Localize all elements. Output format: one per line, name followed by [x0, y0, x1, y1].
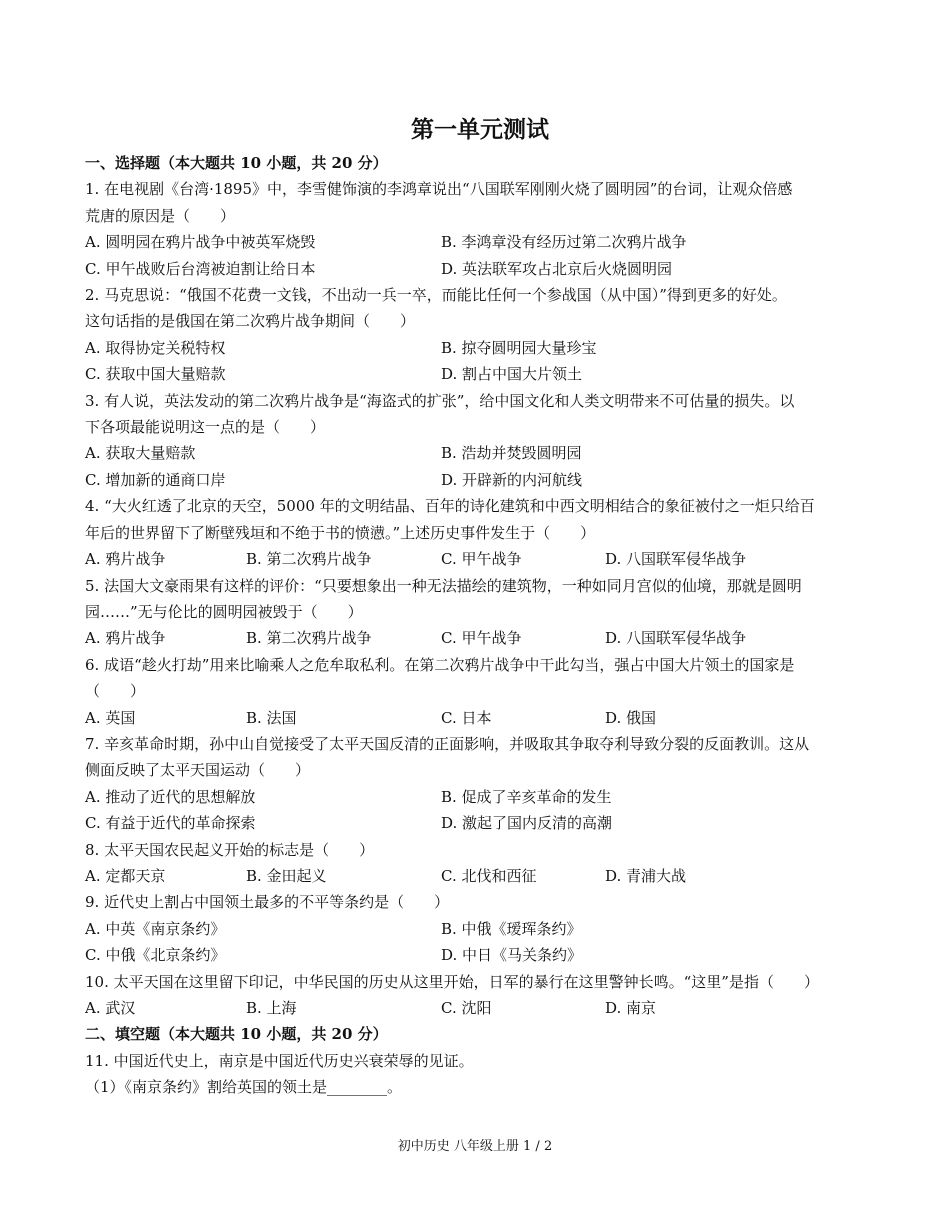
page-footer: 初中历史 八年级上册 1 / 2	[397, 1139, 553, 1154]
option-c: C. 获取中国大量赔款	[85, 365, 226, 384]
option-d: D. 八国联军侵华战争	[605, 629, 747, 648]
question-stem-line: 年后的世界留下了断壁残垣和不绝于书的愤懑。”上述历史事件发生于（ ）	[85, 523, 596, 542]
option-row	[85, 942, 875, 968]
option-d: D. 中日《马关条约》	[441, 946, 583, 965]
option-row	[85, 546, 875, 572]
option-row	[85, 361, 875, 387]
option-c: C. 增加新的通商口岸	[85, 470, 226, 489]
option-c: C. 沈阳	[441, 999, 492, 1017]
option-a: A. 获取大量赔款	[85, 444, 196, 463]
question-stem-line: 3. 有人说，英法发动的第二次鸦片战争是“海盗式的扩张”，给中国文化和人类文明带来不可估量的损失。以	[85, 391, 795, 410]
option-row	[85, 335, 875, 361]
option-d: D. 八国联军侵华战争	[605, 550, 747, 569]
option-d: D. 开辟新的内河航线	[441, 470, 583, 489]
option-b: B. 第二次鸦片战争	[246, 550, 372, 569]
question-stem-line: 6. 成语“趁火打劫”用来比喻乘人之危牟取私利。在第二次鸦片战争中干此勾当，强占中国大片领土的国家是	[85, 655, 795, 674]
option-b: B. 第二次鸦片战争	[246, 629, 372, 648]
option-a: A. 定都天京	[85, 866, 166, 885]
question-3	[85, 388, 875, 494]
option-c: C. 日本	[441, 708, 492, 727]
question-6	[85, 652, 875, 731]
option-b: B. 金田起义	[246, 866, 327, 885]
option-d: D. 英法联军攻占北京后火烧圆明园	[441, 259, 673, 278]
sub-question-line: （1）《南京条约》割给英国的领土是________。	[85, 1078, 403, 1097]
option-a: A. 圆明园在鸦片战争中被英军烧毁	[85, 233, 316, 252]
section-heading-fill: 二、填空题（本大题共 10 小题，共 20 分）	[85, 1025, 388, 1044]
question-stem-line: （ ）	[85, 682, 146, 701]
option-row	[85, 863, 875, 889]
question-stem-line: 这句话指的是俄国在第二次鸦片战争期间（ ）	[85, 312, 416, 331]
question-7	[85, 731, 875, 837]
option-d: D. 南京	[605, 999, 657, 1017]
option-d: D. 割占中国大片领土	[441, 365, 583, 384]
option-row	[85, 916, 875, 942]
option-d: D. 青浦大战	[605, 866, 687, 885]
option-d: D. 激起了国内反清的高潮	[441, 814, 613, 833]
option-c: C. 甲午战败后台湾被迫割让给日本	[85, 259, 316, 278]
question-4	[85, 493, 875, 572]
question-stem-line: 11. 中国近代史上，南京是中国近代历史兴衰荣辱的见证。	[85, 1051, 474, 1070]
option-row	[85, 229, 875, 255]
option-c: C. 有益于近代的革命探索	[85, 814, 256, 833]
option-a: A. 鸦片战争	[85, 629, 166, 648]
option-b: B. 法国	[246, 708, 297, 727]
option-row	[85, 705, 875, 731]
question-stem-line: 园……”无与伦比的圆明园被毁于（ ）	[85, 602, 363, 621]
option-row	[85, 784, 875, 810]
option-row	[85, 467, 875, 493]
question-11	[85, 1048, 875, 1101]
option-c: C. 甲午战争	[441, 629, 522, 648]
question-stem-line: 下各项最能说明这一点的是（ ）	[85, 418, 326, 437]
option-row	[85, 625, 875, 651]
option-row	[85, 995, 875, 1021]
question-stem-line: 1. 在电视剧《台湾·1895》中，李雪健饰演的李鸿章说出“八国联军刚刚火烧了圆明园”的台词，让观众倍感	[85, 180, 793, 199]
option-a: A. 推动了近代的思想解放	[85, 787, 256, 806]
option-a: A. 武汉	[85, 999, 136, 1017]
option-c: C. 北伐和西征	[441, 866, 537, 885]
question-stem-line: 8. 太平天国农民起义开始的标志是（ ）	[85, 840, 375, 859]
option-a: A. 鸦片战争	[85, 550, 166, 569]
option-row	[85, 256, 875, 282]
option-b: B. 促成了辛亥革命的发生	[441, 787, 612, 806]
question-8	[85, 837, 875, 890]
section-heading-choice: 一、选择题（本大题共 10 小题，共 20 分）	[85, 154, 388, 172]
question-stem-line: 7. 辛亥革命时期，孙中山自觉接受了太平天国反清的正面影响，并吸取其争取夺利导致分裂的反面教训。这从	[85, 734, 810, 753]
option-b: B. 上海	[246, 999, 297, 1017]
question-stem-line: 5. 法国大文豪雨果有这样的评价：“只要想象出一种无法描绘的建筑物，一种如同月宫似的仙境，那就是圆明	[85, 576, 802, 595]
question-10	[85, 969, 875, 1022]
option-a: A. 取得协定关税特权	[85, 338, 226, 357]
question-5	[85, 573, 875, 652]
option-b: B. 李鸿章没有经历过第二次鸦片战争	[441, 233, 687, 252]
question-9	[85, 889, 875, 968]
page-title: 第一单元测试	[411, 116, 549, 143]
question-stem-line: 4. “大火红透了北京的天空，5000 年的文明结晶、百年的诗化建筑和中西文明相结合的象征被付之一炬只给百	[85, 497, 815, 516]
option-c: C. 甲午战争	[441, 550, 522, 569]
question-stem-line: 10. 太平天国在这里留下印记，中华民国的历史从这里开始，日军的暴行在这里警钟长鸣。“这里”是指（ ）	[85, 972, 819, 991]
question-2	[85, 282, 875, 388]
question-stem-line: 侧面反映了太平天国运动（ ）	[85, 761, 311, 780]
question-1	[85, 176, 875, 282]
option-row	[85, 440, 875, 466]
option-b: B. 浩劫并焚毁圆明园	[441, 444, 582, 463]
option-d: D. 俄国	[605, 708, 657, 727]
question-stem-line: 2. 马克思说：“俄国不花费一文钱，不出动一兵一卒，而能比任何一个参战国（从中国）”得到更多的好处。	[85, 286, 787, 305]
option-a: A. 英国	[85, 708, 136, 727]
option-row	[85, 810, 875, 836]
option-b: B. 掠夺圆明园大量珍宝	[441, 338, 597, 357]
exam-page	[85, 112, 875, 1101]
question-stem-line: 9. 近代史上割占中国领土最多的不平等条约是（ ）	[85, 893, 450, 912]
question-stem-line: 荒唐的原因是（ ）	[85, 206, 236, 225]
option-c: C. 中俄《北京条约》	[85, 946, 226, 965]
option-b: B. 中俄《瑷珲条约》	[441, 919, 582, 938]
option-a: A. 中英《南京条约》	[85, 919, 226, 938]
